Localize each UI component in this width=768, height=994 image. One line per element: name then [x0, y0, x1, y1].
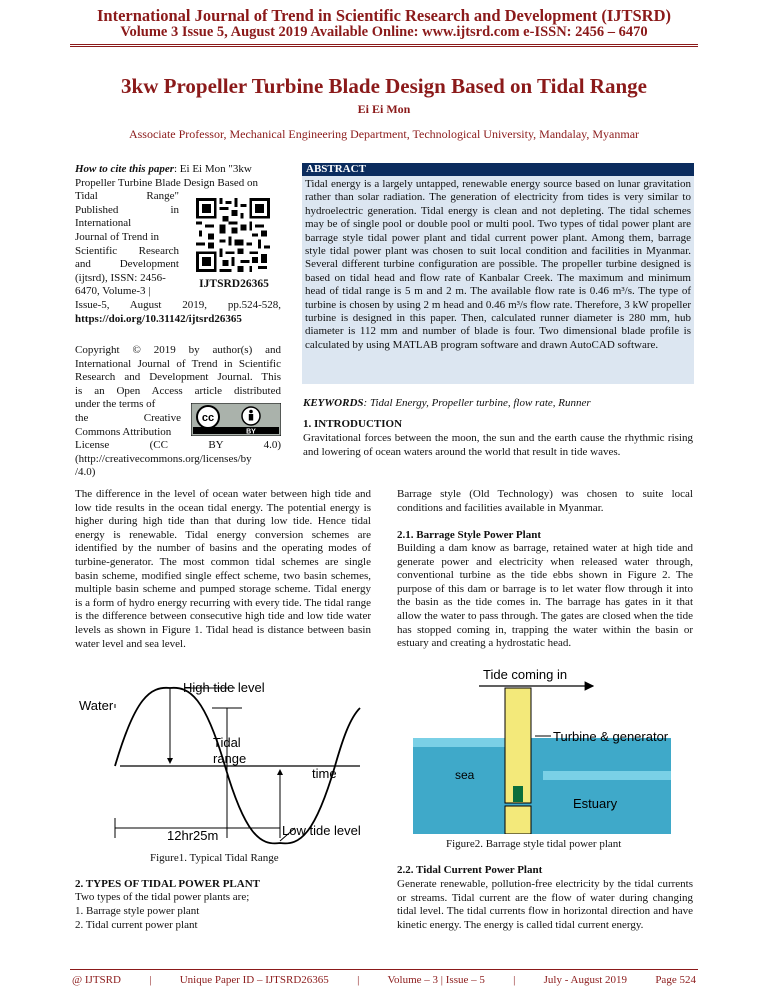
fig1-low-label: Low tide level	[282, 823, 361, 838]
copyright-line: License (CC BY 4.0)	[75, 439, 281, 452]
footer-date: July - August 2019	[543, 974, 628, 986]
fig2-turbine-label: Turbine & generator	[553, 729, 669, 744]
cite-line: : Ei Ei Mon "3kw	[174, 163, 252, 175]
copyright-line: Copyright © 2019 by author(s) and	[75, 344, 281, 356]
sea-surface	[413, 738, 505, 747]
cite-lead: How to cite this paper	[75, 163, 174, 175]
section21-text: Building a dam know as barrage, retained water at high tide and generate power and electricity when released water through, conventional turbine as the tide ebbs shown in Figure 2. The purpose of this dam or barrage is to let water flow through it into the basin as the tide comes in. The barrage has gates in it that allow the water to pass through. The gates are closed when the tide has stopped coming in, trapping the water within the basin or estuary and creating a hydrostatic head.	[397, 542, 693, 650]
section2-heading: 2. TYPES OF TIDAL POWER PLANT	[75, 878, 260, 890]
cite-line: Published in	[75, 203, 179, 216]
fig2-estuary-label: Estuary	[573, 796, 618, 811]
copyright-line: /4.0)	[75, 466, 96, 479]
cite-line: Journal of Trend in	[75, 230, 160, 243]
footer-rule	[70, 969, 698, 970]
keywords-text: : Tidal Energy, Propeller turbine, flow rate, Runner	[363, 397, 591, 409]
footer-sep: |	[513, 974, 516, 986]
keywords	[303, 397, 693, 411]
cite-line: Propeller Turbine Blade Design Based on	[75, 176, 259, 189]
figure2-caption: Figure2. Barrage style tidal power plant	[446, 838, 622, 850]
cite-line: 6470, Volume-3 |	[75, 285, 151, 298]
cite-line: Tidal Range"	[75, 190, 179, 203]
section22-text: Generate renewable, pollution-free electricity by the tidal currents or streams. Tidal current are the flow of water during changing tidal level. The tidal currents flow in horizontal direction and have kinetic energy. The energy is called tidal current energy.	[397, 878, 693, 931]
section2-item: 2. Tidal current power plant	[75, 919, 198, 931]
copyright-line: (http://creativecommons.org/licenses/by	[75, 452, 252, 465]
body-right-para: Barrage style (Old Technology) was chosen to suite local conditions and facilities available in Myanmar.	[397, 488, 693, 514]
copyright-line: International Journal of Trend in Scientific	[75, 357, 281, 370]
footer-page: Page 524	[655, 974, 696, 986]
sea-water	[413, 738, 671, 834]
cite-line: and Development	[75, 258, 179, 271]
section2-item: 1. Barrage style power plant	[75, 905, 200, 917]
paper-affiliation: Associate Professor, Mechanical Engineering Department, Technological University, Mandalay, Myanmar	[128, 127, 640, 141]
copyright-line: the Creative	[75, 411, 181, 424]
doi-link[interactable]: https://doi.org/10.31142/ijtsrd26365	[75, 312, 242, 325]
footer-sep: |	[357, 974, 360, 986]
cite-line: (ijtsrd), ISSN: 2456-	[75, 271, 166, 284]
cite-line: International	[75, 217, 132, 230]
barrage-upper	[505, 688, 531, 803]
fig1-time-label: time	[312, 766, 337, 781]
journal-name: International Journal of Trend in Scientific Research and Development (IJTSRD)	[97, 6, 671, 25]
keywords-label: KEYWORDS	[303, 397, 364, 409]
header-rule-2	[70, 46, 698, 47]
cc-badge-label: BY	[246, 428, 256, 436]
qr-label: IJTSRD26365	[199, 278, 269, 290]
footer-journal: @ IJTSRD	[72, 974, 121, 986]
fig1-tidal-label: Tidal	[213, 735, 241, 750]
svg-text:cc: cc	[201, 412, 215, 424]
copyright-line: is an Open Access article distributed	[75, 384, 281, 397]
footer-sep: |	[149, 974, 152, 986]
body-left-para: The difference in the level of ocean water between high tide and low tide results in the ocean tidal energy. The potential energy is higher during high tide than that during low tide. Hence tidal energy is renewable. Tidal energy conversion schemes are identified by the number of basins and the operating modes of turbine-generator. The most common tidal schemes are single basin scheme, modified single effect scheme, two basin schemes, multiple basin scheme and pumped storage scheme. Tidal energy is a form of hydro energy recurring with every tide. The tidal range is the difference between consecutive high tide and low tide water levels as shown in Figure 1. Tidal head is distance between basin water level and sea level.	[75, 488, 371, 650]
fig1-water-label: Water	[79, 698, 114, 713]
qr-code	[196, 197, 270, 273]
cite-line: Issue-5, August 2019, pp.524-528,	[75, 298, 281, 311]
intro-text: Gravitational forces between the moon, the sun and the earth cause the rhythmic rising and lowering of ocean waters around the world that result in tide waves.	[303, 432, 693, 458]
fig1-period-label: 12hr25m	[167, 828, 219, 843]
cc-by-badge[interactable]	[191, 403, 281, 436]
copyright-line: Research and Development Journal. This	[75, 371, 281, 384]
section21-heading: 2.1. Barrage Style Power Plant	[397, 529, 541, 541]
copyright-line: Commons Attribution	[75, 425, 172, 438]
page-footer	[72, 974, 696, 986]
estuary-surface	[543, 771, 671, 780]
header-rule	[70, 44, 698, 45]
paper-title: 3kw Propeller Turbine Blade Design Based on Tidal Range	[121, 74, 647, 98]
abstract-heading: ABSTRACT	[302, 163, 694, 176]
figure1-caption: Figure1. Typical Tidal Range	[150, 852, 279, 864]
fig2-tide-label: Tide coming in	[483, 667, 568, 682]
section2-text: Two types of the tidal power plants are;	[75, 891, 250, 903]
figure2-barrage-plant	[413, 666, 671, 834]
paper-author: Ei Ei Mon	[357, 102, 411, 116]
intro-heading: 1. INTRODUCTION	[303, 418, 403, 430]
section22-heading: 2.2. Tidal Current Power Plant	[397, 864, 543, 876]
figure1-tidal-range	[75, 678, 370, 848]
fig1-high-label: High tide level	[183, 680, 265, 695]
volume-line: Volume 3 Issue 5, August 2019 Available Online: www.ijtsrd.com e-ISSN: 2456 – 6470	[120, 24, 648, 40]
barrage-lower	[505, 806, 531, 834]
footer-volume: Volume – 3 | Issue – 5	[387, 974, 485, 986]
cite-line: Scientific Research	[75, 244, 179, 257]
turbine-icon	[513, 786, 523, 802]
fig1-range-label: range	[213, 751, 247, 766]
footer-paper-id: Unique Paper ID – IJTSRD26365	[179, 974, 329, 986]
copyright-line: under the terms of	[75, 398, 156, 411]
abstract-text: Tidal energy is a largely untapped, renewable energy source based on lunar gravitation rather than solar radiation. The generation of electricity from tides is very similar to hydroelectric generation. Tidal energy is clean and not depleting. The tidal schemes may be of single pool or double pool or multi pool. Two types of tidal power plant are barrage style tidal power plant and tidal current power plant. Among them, barrage style tidal power plant was chosen to suit local condition and facilities in Myanmar. Several different turbine configuration are possible. The propeller turbine designed is based on tidal head and flow rate of Kanbalar Creek. The maximum and minimum head of tidal range is 5 m and 2 m. The available flow rate is 0.46 m³/s. The type of turbine is chosen by using 2 m head and 0.46 m³/s flow rate. Therefore, 3 kW propeller turbine is designed in this paper. Then, calculated runner diameter is 280 mm, hub diameter is 112 mm and number of blade is four. Two dimensional blade profile is calculated by using MATLAB program software and drawn AutoCAD software.	[305, 178, 691, 351]
fig2-sea-label: sea	[455, 768, 475, 782]
